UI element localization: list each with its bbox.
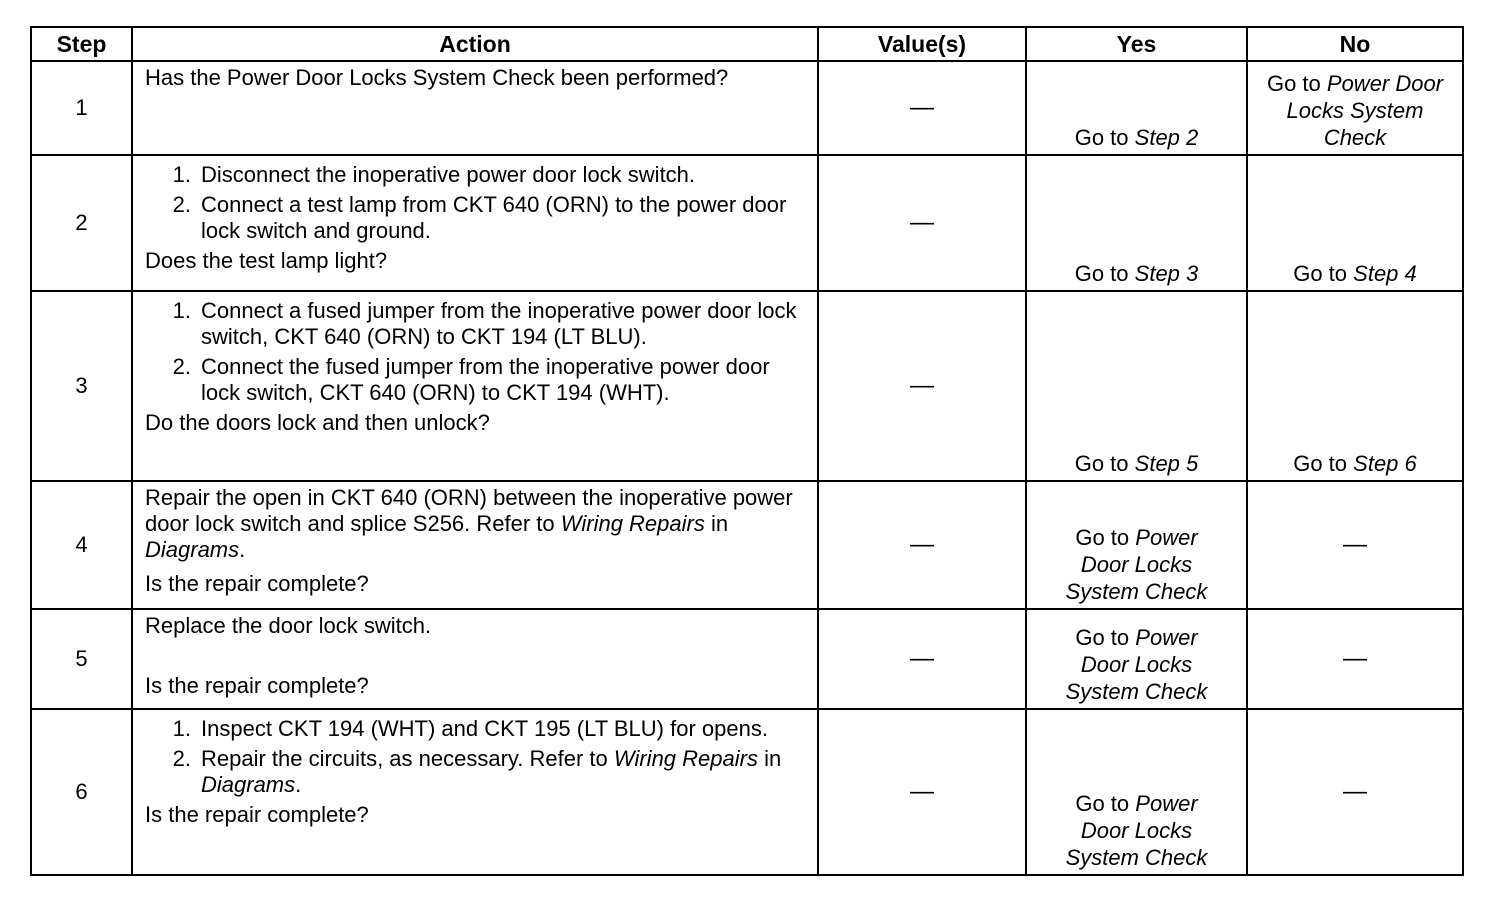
no-cell: — [1247,709,1463,875]
no-prefix: Go to [1293,261,1348,286]
step-row-4 [31,481,1463,609]
action-question: Has the Power Door Locks System Check been performed? [145,65,729,90]
yes-prefix: Go to [1075,791,1130,816]
value-cell: — [818,155,1026,291]
value-cell: — [818,61,1026,155]
reference-link: Diagrams [145,537,240,562]
step-number: 2 [31,155,132,291]
action-step-item: 1. Connect a fused jumper from the inoperative power door lock switch, CKT 640 (ORN) to CKT 194 (LT BLU). [172,298,797,349]
action-step-item: 1. Disconnect the inoperative power door lock switch. [172,162,696,187]
action-steps [145,162,809,244]
yes-cell [1026,481,1247,609]
value-cell: — [818,609,1026,709]
diagnostic-table [30,26,1464,876]
action-question: Does the test lamp light? [145,248,388,273]
action-text: Replace the door lock switch. [145,613,432,638]
yes-target: Step 3 [1134,261,1199,286]
no-target: Step 6 [1353,451,1417,476]
step-number: 4 [31,481,132,609]
step-number: 1 [31,61,132,155]
yes-cell [1026,609,1247,709]
header-row [31,27,1463,61]
no-cell: — [1247,481,1463,609]
no-cell [1247,155,1463,291]
header-action: Action [132,27,818,61]
yes-target: Power Door Locks System Check [1065,525,1208,604]
action-cell [132,61,818,155]
step-number: 5 [31,609,132,709]
header-yes: Yes [1026,27,1247,61]
action-steps [145,298,809,406]
action-question: Is the repair complete? [145,673,369,698]
action-question: Is the repair complete? [145,802,369,827]
action-question: Do the doors lock and then unlock? [145,410,490,435]
reference-link: Wiring Repairs [560,511,705,536]
header-values: Value(s) [818,27,1026,61]
no-target: Power Door Locks System Check [1286,71,1444,150]
yes-prefix: Go to [1074,261,1129,286]
header-step: Step [31,27,132,61]
step-row-3 [31,291,1463,481]
no-target: Step 4 [1353,261,1417,286]
yes-target: Step 5 [1134,451,1199,476]
no-prefix: Go to [1266,71,1321,96]
step-row-1 [31,61,1463,155]
step-row-6 [31,709,1463,875]
step-number: 3 [31,291,132,481]
action-cell [132,155,818,291]
yes-cell [1026,291,1247,481]
value-cell: — [818,291,1026,481]
yes-cell [1026,709,1247,875]
yes-target: Power Door Locks System Check [1065,791,1208,870]
header-no: No [1247,27,1463,61]
action-step-item: 2. Connect a test lamp from CKT 640 (ORN) to the power door lock switch and ground. [172,192,787,243]
action-text: Repair the open in CKT 640 (ORN) between the inoperative power door lock switch and splice S256. Refer to Wiring Repairs in Diagrams. [145,485,793,562]
action-step-item: 1. Inspect CKT 194 (WHT) and CKT 195 (LT BLU) for opens. [172,716,768,741]
action-cell [132,709,818,875]
yes-target: Power Door Locks System Check [1065,625,1208,704]
action-cell [132,481,818,609]
no-cell [1247,61,1463,155]
yes-target: Step 2 [1134,125,1199,150]
step-row-2 [31,155,1463,291]
action-question: Is the repair complete? [145,571,369,596]
action-step-item: 2. Connect the fused jumper from the inoperative power door lock switch, CKT 640 (ORN) to CKT 194 (WHT). [172,354,770,405]
yes-prefix: Go to [1075,625,1130,650]
yes-cell [1026,61,1247,155]
yes-prefix: Go to [1074,451,1129,476]
step-number: 6 [31,709,132,875]
action-steps [145,716,809,798]
value-cell: — [818,481,1026,609]
action-cell [132,609,818,709]
yes-prefix: Go to [1075,525,1130,550]
reference-link: Wiring Repairs [613,746,758,771]
yes-prefix: Go to [1074,125,1129,150]
value-cell: — [818,709,1026,875]
action-cell [132,291,818,481]
no-cell [1247,291,1463,481]
action-step-item: 2. Repair the circuits, as necessary. Refer to Wiring Repairs in Diagrams. [172,746,782,797]
no-cell: — [1247,609,1463,709]
no-prefix: Go to [1293,451,1348,476]
step-row-5 [31,609,1463,709]
yes-cell [1026,155,1247,291]
reference-link: Diagrams [201,772,296,797]
